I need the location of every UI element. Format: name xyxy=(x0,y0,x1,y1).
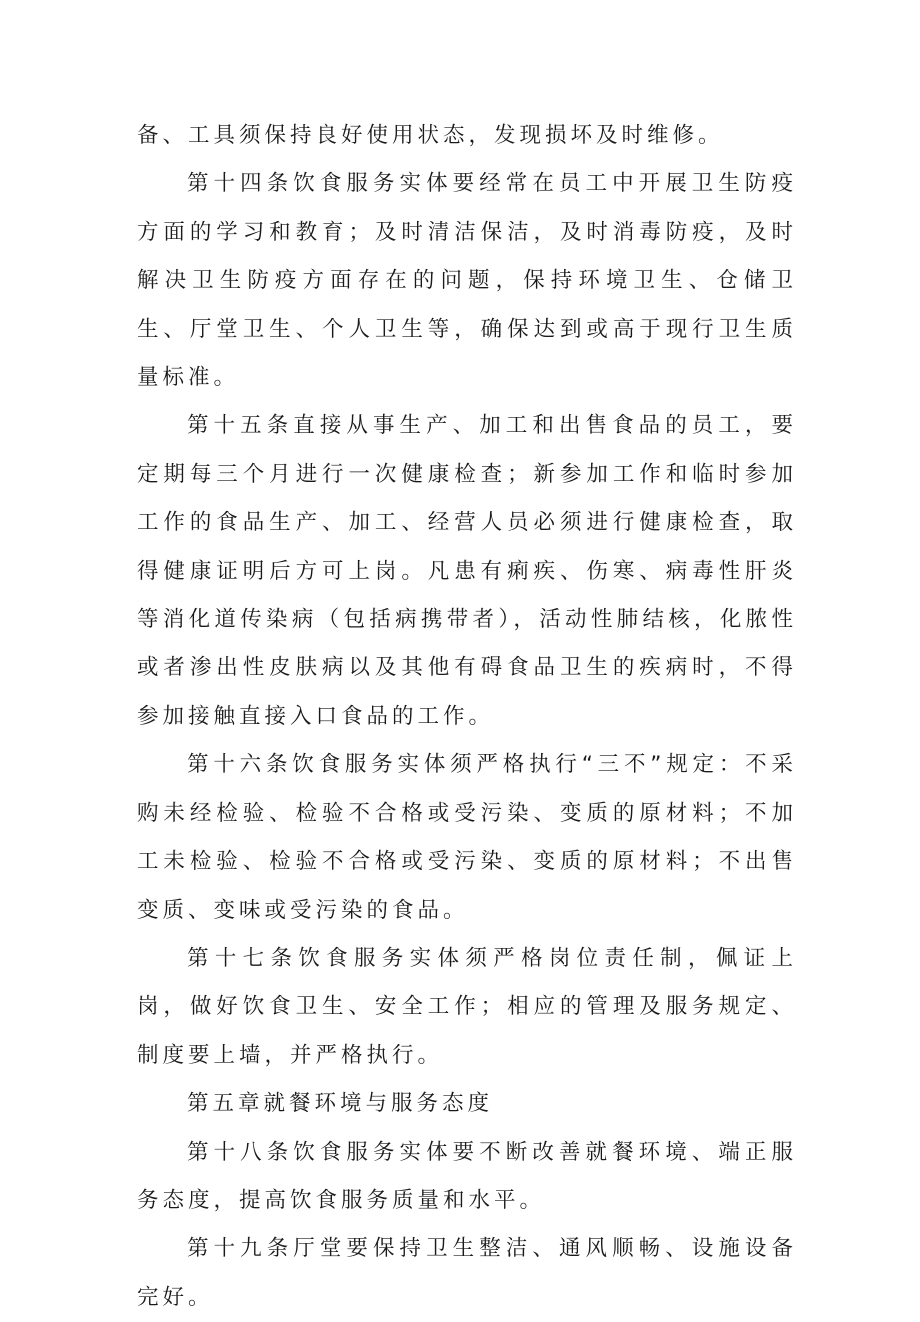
paragraph-article-15: 第十五条直接从事生产、加工和出售食品的员工，要定期每三个月进行一次健康检查；新参加工作和临时参加工作的食品生产、加工、经营人员必须进行健康检查，取得健康证明后方可上岗。凡患有痢疾、伤寒、病毒性肝炎等消化道传染病（包括病携带者），活动性肺结核，化脓性或者渗出性皮肤病以及其他有碍食品卫生的疾病时，不得参加接触直接入口食品的工作。 xyxy=(137,413,797,729)
paragraph-article-14: 第十四条饮食服务实体要经常在员工中开展卫生防疫方面的学习和教育；及时清洁保洁，及时消毒防疫，及时解决卫生防疫方面存在的问题，保持环境卫生、仓储卫生、厅堂卫生、个人卫生等，确保达到或高于现行卫生质量标准。 xyxy=(137,171,797,391)
paragraph-article-16: 第十六条饮食服务实体须严格执行“三不”规定：不采购未经检验、检验不合格或受污染、变质的原材料；不加工未检验、检验不合格或受污染、变质的原材料；不出售变质、变味或受污染的食品。 xyxy=(137,752,797,923)
paragraph-article-19: 第十九条厅堂要保持卫生整洁、通风顺畅、设施设备完好。 xyxy=(137,1236,797,1310)
paragraph-article-17: 第十七条饮食服务实体须严格岗位责任制，佩证上岗，做好饮食卫生、安全工作；相应的管理及服务规定、制度要上墙，并严格执行。 xyxy=(137,945,797,1068)
document-body xyxy=(137,112,797,1322)
paragraph-article-18: 第十八条饮食服务实体要不断改善就餐环境、端正服务态度，提高饮食服务质量和水平。 xyxy=(137,1139,797,1213)
chapter-heading: 第五章就餐环境与服务态度 xyxy=(187,1091,494,1117)
paragraph-continuation: 备、工具须保持良好使用状态，发现损坏及时维修。 xyxy=(137,123,724,148)
